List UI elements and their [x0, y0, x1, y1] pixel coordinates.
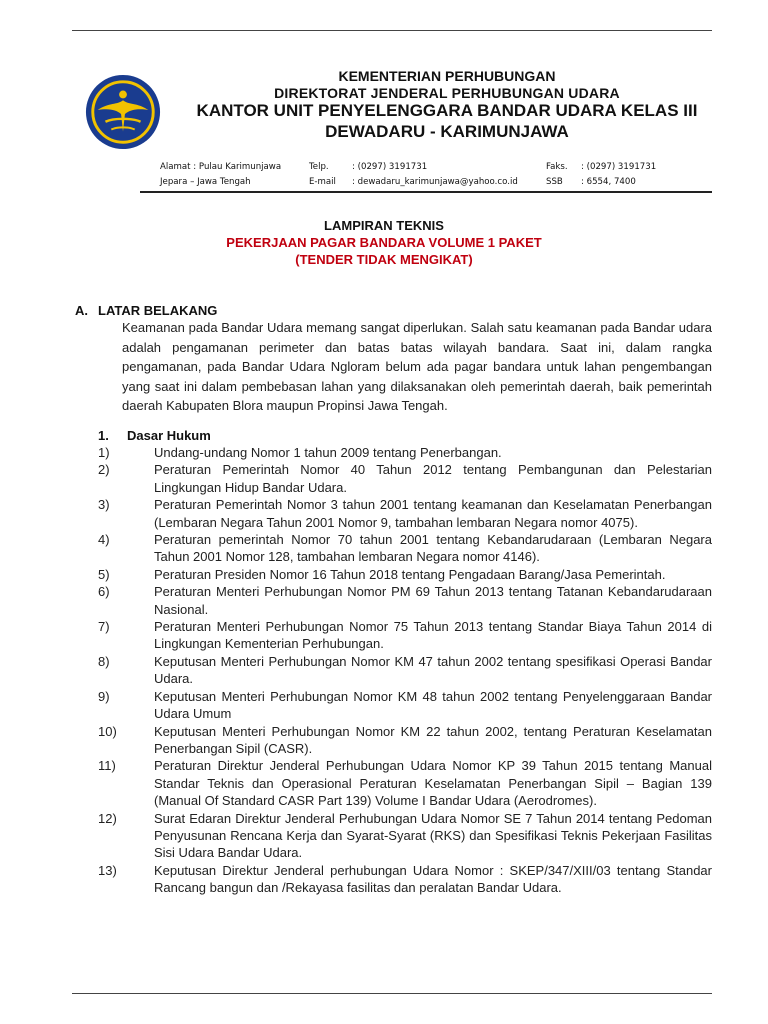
list-item — [98, 531, 712, 566]
legal-basis-list — [98, 444, 712, 897]
list-item-number: 13) — [98, 862, 117, 878]
airport-name: DEWADARU - KARIMUNJAWA — [325, 122, 569, 141]
section-a-paragraph: Keamanan pada Bandar Udara memang sangat diperlukan. Salah satu keamanan pada Bandar udara adalah pengamanan perimeter dan batas batas wilayah bandara. Saat ini, dalam rangka pengamanan, pada Bandar Udara Ngloram belum ada pagar bandara untuk lahan pengembangan yang saat ini dalam pembebasan lahan yang dilaksanakan oleh pemerintah daerah, baik pemerintah daerah Kabupaten Blora maupun Propinsi Jawa Tengah. — [122, 320, 712, 413]
email-value: : dewadaru_karimunjawa@yahoo.co.id — [352, 176, 518, 187]
list-item — [98, 810, 712, 862]
list-item — [98, 461, 712, 496]
letterhead-rule — [140, 191, 712, 193]
list-item-number: 1) — [98, 445, 110, 460]
list-item-text: Peraturan Menteri Perhubungan Nomor PM 69 Tahun 2013 tentang Tatanan Kebandarudaraan Nasional. — [154, 584, 712, 617]
section-a-heading: LATAR BELAKANG — [98, 303, 218, 318]
list-item-number: 2) — [98, 462, 110, 478]
list-item-text: Peraturan pemerintah Nomor 70 tahun 2001 tentang Kebandarudaraan (Lembaran Negara Tahun 2001 Nomor 128, tambahan lembaran Negara nomor 4146). — [154, 532, 712, 565]
list-item-number: 7) — [98, 619, 110, 635]
list-item — [98, 496, 712, 531]
list-item-number: 11) — [98, 758, 116, 774]
address-label: Alamat — [160, 162, 191, 172]
list-item-number: 12) — [98, 810, 117, 826]
list-item-number: 9) — [98, 688, 110, 704]
list-item-number: 5) — [98, 566, 110, 582]
ssb-label: SSB — [546, 176, 563, 187]
telp-value: : (0297) 3191731 — [352, 162, 428, 172]
list-item-text: Keputusan Menteri Perhubungan Nomor KM 48 tahun 2002 tentang Penyelenggaraan Bandar Udara Umum — [154, 688, 712, 722]
contact-phone-email — [309, 160, 518, 189]
list-item — [98, 723, 712, 758]
doc-subtitle-note: (TENDER TIDAK MENGIKAT) — [295, 252, 473, 267]
list-item — [98, 757, 712, 809]
subsection-1-heading: Dasar Hukum — [127, 428, 211, 443]
list-item-text: Surat Edaran Direktur Jenderal Perhubungan Udara Nomor SE 7 Tahun 2014 tentang Pedoman Penyusunan Rencana Kerja dan Syarat-Syarat (RKS) dan Spesifikasi Teknis Pekerjaan Fasilitas Sisi Udara Bandar Udara. — [154, 810, 712, 861]
list-item — [98, 862, 712, 897]
top-rule — [72, 30, 712, 31]
bottom-rule — [72, 993, 712, 994]
telp-label: Telp. — [309, 162, 329, 172]
doc-subtitle: PEKERJAAN PAGAR BANDARA VOLUME 1 PAKET — [226, 235, 542, 250]
list-item-number: 4) — [98, 532, 110, 548]
list-item-number: 10) — [98, 723, 117, 739]
list-item-text: Peraturan Direktur Jenderal Perhubungan Udara Nomor KP 39 Tahun 2015 tentang Manual Standar Teknis dan Operasional Peraturan Keselamatan Penerbangan Sipil – Bagian 139 (Manual Of Standard CASR Part 139) Volume I Bandar Udara (Aerodromes). — [154, 758, 712, 809]
list-item-text: Keputusan Direktur Jenderal perhubungan Udara Nomor : SKEP/347/XIII/03 tentang Standar Rancang bangun dan /Rekayasa fasilitas dan peralatan Bandar Udara. — [154, 862, 712, 896]
list-item-text: Keputusan Menteri Perhubungan Nomor KM 47 tahun 2002 tentang spesifikasi Operasi Bandar Udara. — [154, 653, 712, 687]
list-item-number: 6) — [98, 584, 110, 600]
list-item-number: 3) — [98, 497, 110, 513]
list-item-number: 8) — [98, 653, 110, 669]
list-item — [98, 583, 712, 618]
list-item-text: Peraturan Menteri Perhubungan Nomor 75 Tahun 2013 tentang Standar Biaya Tahun 2014 di Lingkungan Kementerian Perhubungan. — [154, 619, 712, 652]
address-line2: Jepara – Jawa Tengah — [160, 176, 251, 187]
fax-label: Faks. — [546, 162, 568, 172]
fax-value: : (0297) 3191731 — [581, 162, 657, 172]
list-item-text: Keputusan Menteri Perhubungan Nomor KM 22 tahun 2002, tentang Peraturan Keselamatan Penerbangan Sipil (CASR). — [154, 723, 712, 756]
list-item-text: Undang-undang Nomor 1 tahun 2009 tentang Penerbangan. — [154, 445, 502, 460]
doc-title: LAMPIRAN TEKNIS — [324, 218, 444, 233]
directorate-name: DIREKTORAT JENDERAL PERHUBUNGAN UDARA — [274, 85, 620, 101]
contact-fax-ssb — [546, 160, 656, 189]
address-value: : Pulau Karimunjawa — [193, 162, 282, 172]
ssb-value: : 6554, 7400 — [581, 176, 636, 187]
ministry-name: KEMENTERIAN PERHUBUNGAN — [338, 68, 556, 84]
list-item-text: Peraturan Presiden Nomor 16 Tahun 2018 tentang Pengadaan Barang/Jasa Pemerintah. — [154, 566, 666, 582]
list-item — [98, 688, 712, 723]
section-a-number: A. — [75, 303, 88, 318]
ministry-logo — [84, 73, 162, 151]
office-name: KANTOR UNIT PENYELENGGARA BANDAR UDARA KELAS III — [196, 101, 698, 120]
list-item — [98, 618, 712, 653]
email-label: E-mail — [309, 176, 336, 187]
list-item-text: Peraturan Pemerintah Nomor 40 Tahun 2012 tentang Pembangunan dan Pelestarian Lingkungan Hidup Bandar Udara. — [154, 462, 712, 495]
subsection-1-number: 1. — [98, 428, 109, 443]
list-item — [98, 444, 712, 461]
contact-address — [160, 160, 281, 189]
list-item — [98, 653, 712, 688]
list-item-text: Peraturan Pemerintah Nomor 3 tahun 2001 tentang keamanan dan Keselamatan Penerbangan (Lembaran Negara Tahun 2001 Nomor 9, tambahan lembaran Negara nomor 4075). — [154, 497, 712, 530]
list-item — [98, 566, 712, 583]
